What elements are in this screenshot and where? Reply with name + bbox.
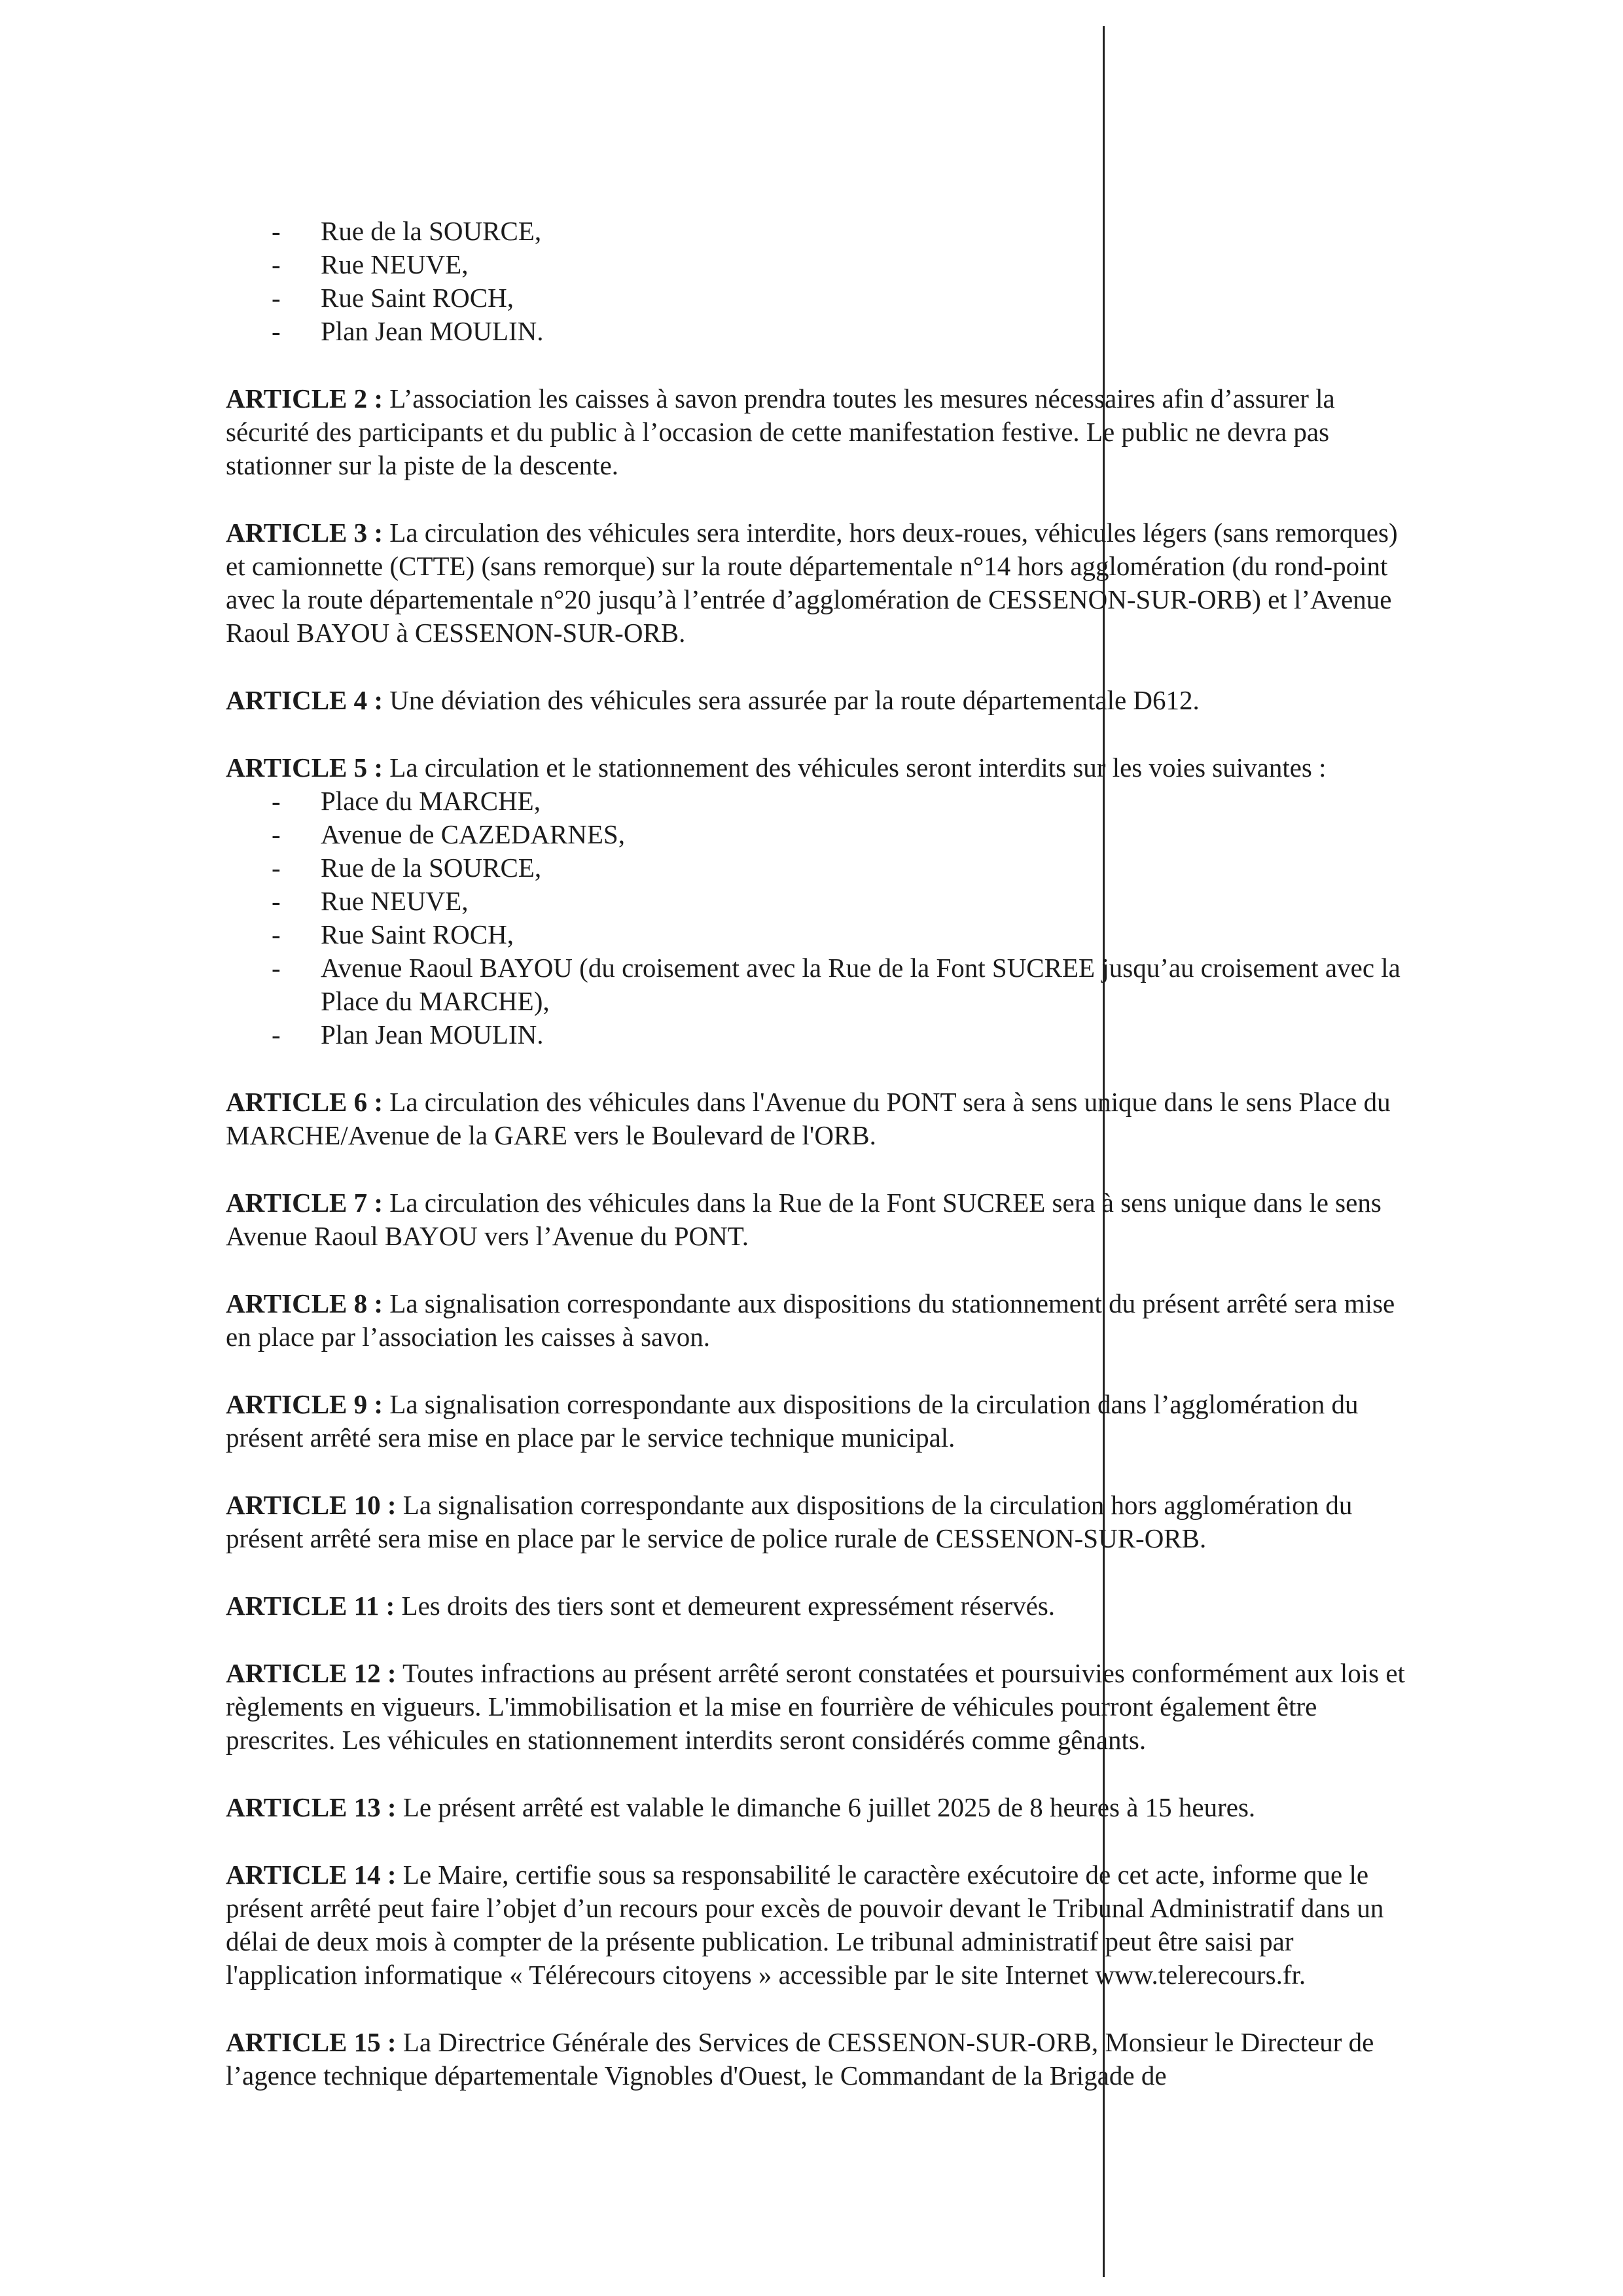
article-12: ARTICLE 12 : Toutes infractions au présent arrêté seront constatées et poursuivies conformément aux lois et règlements en vigueurs. L'immobilisation et la mise en fourrière de véhicules pourront également être prescrites. Les véhicules en stationnement interdits seront considérés comme gênants.	[226, 1658, 1405, 1755]
list-item: - Rue NEUVE,	[272, 249, 469, 279]
list-item: - Rue de la SOURCE,	[272, 216, 542, 246]
article-10: ARTICLE 10 : La signalisation correspondante aux dispositions de la circulation hors agglomération du présent arrêté sera mise en place par le service de police rurale de CESSENON-SUR-ORB.	[226, 1490, 1353, 1553]
article-14: ARTICLE 14 : Le Maire, certifie sous sa responsabilité le caractère exécutoire de cet acte, informe que le présent arrêté peut faire l’objet d’un recours pour excès de pouvoir devant le Tribunal Administratif dans un délai de deux mois à compter de la présente publication. Le tribunal administratif peut être saisi par l'application informatique « Télérecours citoyens » accessible par le site Internet www.telerecours.fr.	[226, 1860, 1384, 1990]
list-item: - Avenue de CAZEDARNES,	[272, 819, 625, 849]
list-item: - Plan Jean MOULIN.	[272, 1019, 544, 1050]
list-item: - Rue Saint ROCH,	[272, 283, 514, 313]
list-item: - Rue Saint ROCH,	[272, 919, 514, 949]
article-5-street-list	[226, 785, 1423, 1051]
list-item: - Plan Jean MOULIN.	[272, 316, 544, 346]
article-5: ARTICLE 5 : La circulation et le stationnement des véhicules seront interdits sur les voies suivantes :	[226, 752, 1327, 783]
article-6: ARTICLE 6 : La circulation des véhicules dans l'Avenue du PONT sera à sens unique dans le sens Place du MARCHE/Avenue de la GARE vers le Boulevard de l'ORB.	[226, 1087, 1391, 1150]
document-body	[226, 215, 1423, 2093]
article-8: ARTICLE 8 : La signalisation correspondante aux dispositions du stationnement du présent arrêté sera mise en place par l’association les caisses à savon.	[226, 1288, 1395, 1352]
article-15: ARTICLE 15 : La Directrice Générale des Services de CESSENON-SUR-ORB, Monsieur le Directeur de l’agence technique départementale Vignobles d'Ouest, le Commandant de la Brigade de	[226, 2027, 1374, 2091]
list-item: - Rue de la SOURCE,	[272, 853, 542, 883]
article-13: ARTICLE 13 : Le présent arrêté est valable le dimanche 6 juillet 2025 de 8 heures à 15 heures.	[226, 1792, 1256, 1822]
article-11: ARTICLE 11 : Les droits des tiers sont et demeurent expressément réservés.	[226, 1591, 1056, 1621]
article-9: ARTICLE 9 : La signalisation correspondante aux dispositions de la circulation dans l’agglomération du présent arrêté sera mise en place par le service technique municipal.	[226, 1389, 1359, 1453]
street-list-continued	[226, 215, 1423, 348]
list-item: - Avenue Raoul BAYOU (du croisement avec la Rue de la Font SUCREE jusqu’au croisement avec la Place du MARCHE),	[272, 953, 1400, 1016]
article-7: ARTICLE 7 : La circulation des véhicules dans la Rue de la Font SUCREE sera à sens unique dans le sens Avenue Raoul BAYOU vers l’Avenue du PONT.	[226, 1188, 1382, 1251]
article-3: ARTICLE 3 : La circulation des véhicules sera interdite, hors deux-roues, véhicules légers (sans remorques) et camionnette (CTTE) (sans remorque) sur la route départementale n°14 hors agglomération (du rond-point avec la route départementale n°20 jusqu’à l’entrée d’agglomération de CESSENON-SUR-ORB) et l’Avenue Raoul BAYOU à CESSENON-SUR-ORB.	[226, 518, 1398, 648]
list-item: - Place du MARCHE,	[272, 786, 541, 816]
article-4: ARTICLE 4 : Une déviation des véhicules sera assurée par la route départementale D612.	[226, 685, 1200, 715]
article-2: ARTICLE 2 : L’association les caisses à savon prendra toutes les mesures nécessaires afin d’assurer la sécurité des participants et du public à l’occasion de cette manifestation festive. Le public ne devra pas stationner sur la piste de la descente.	[226, 383, 1335, 480]
list-item: - Rue NEUVE,	[272, 886, 469, 916]
